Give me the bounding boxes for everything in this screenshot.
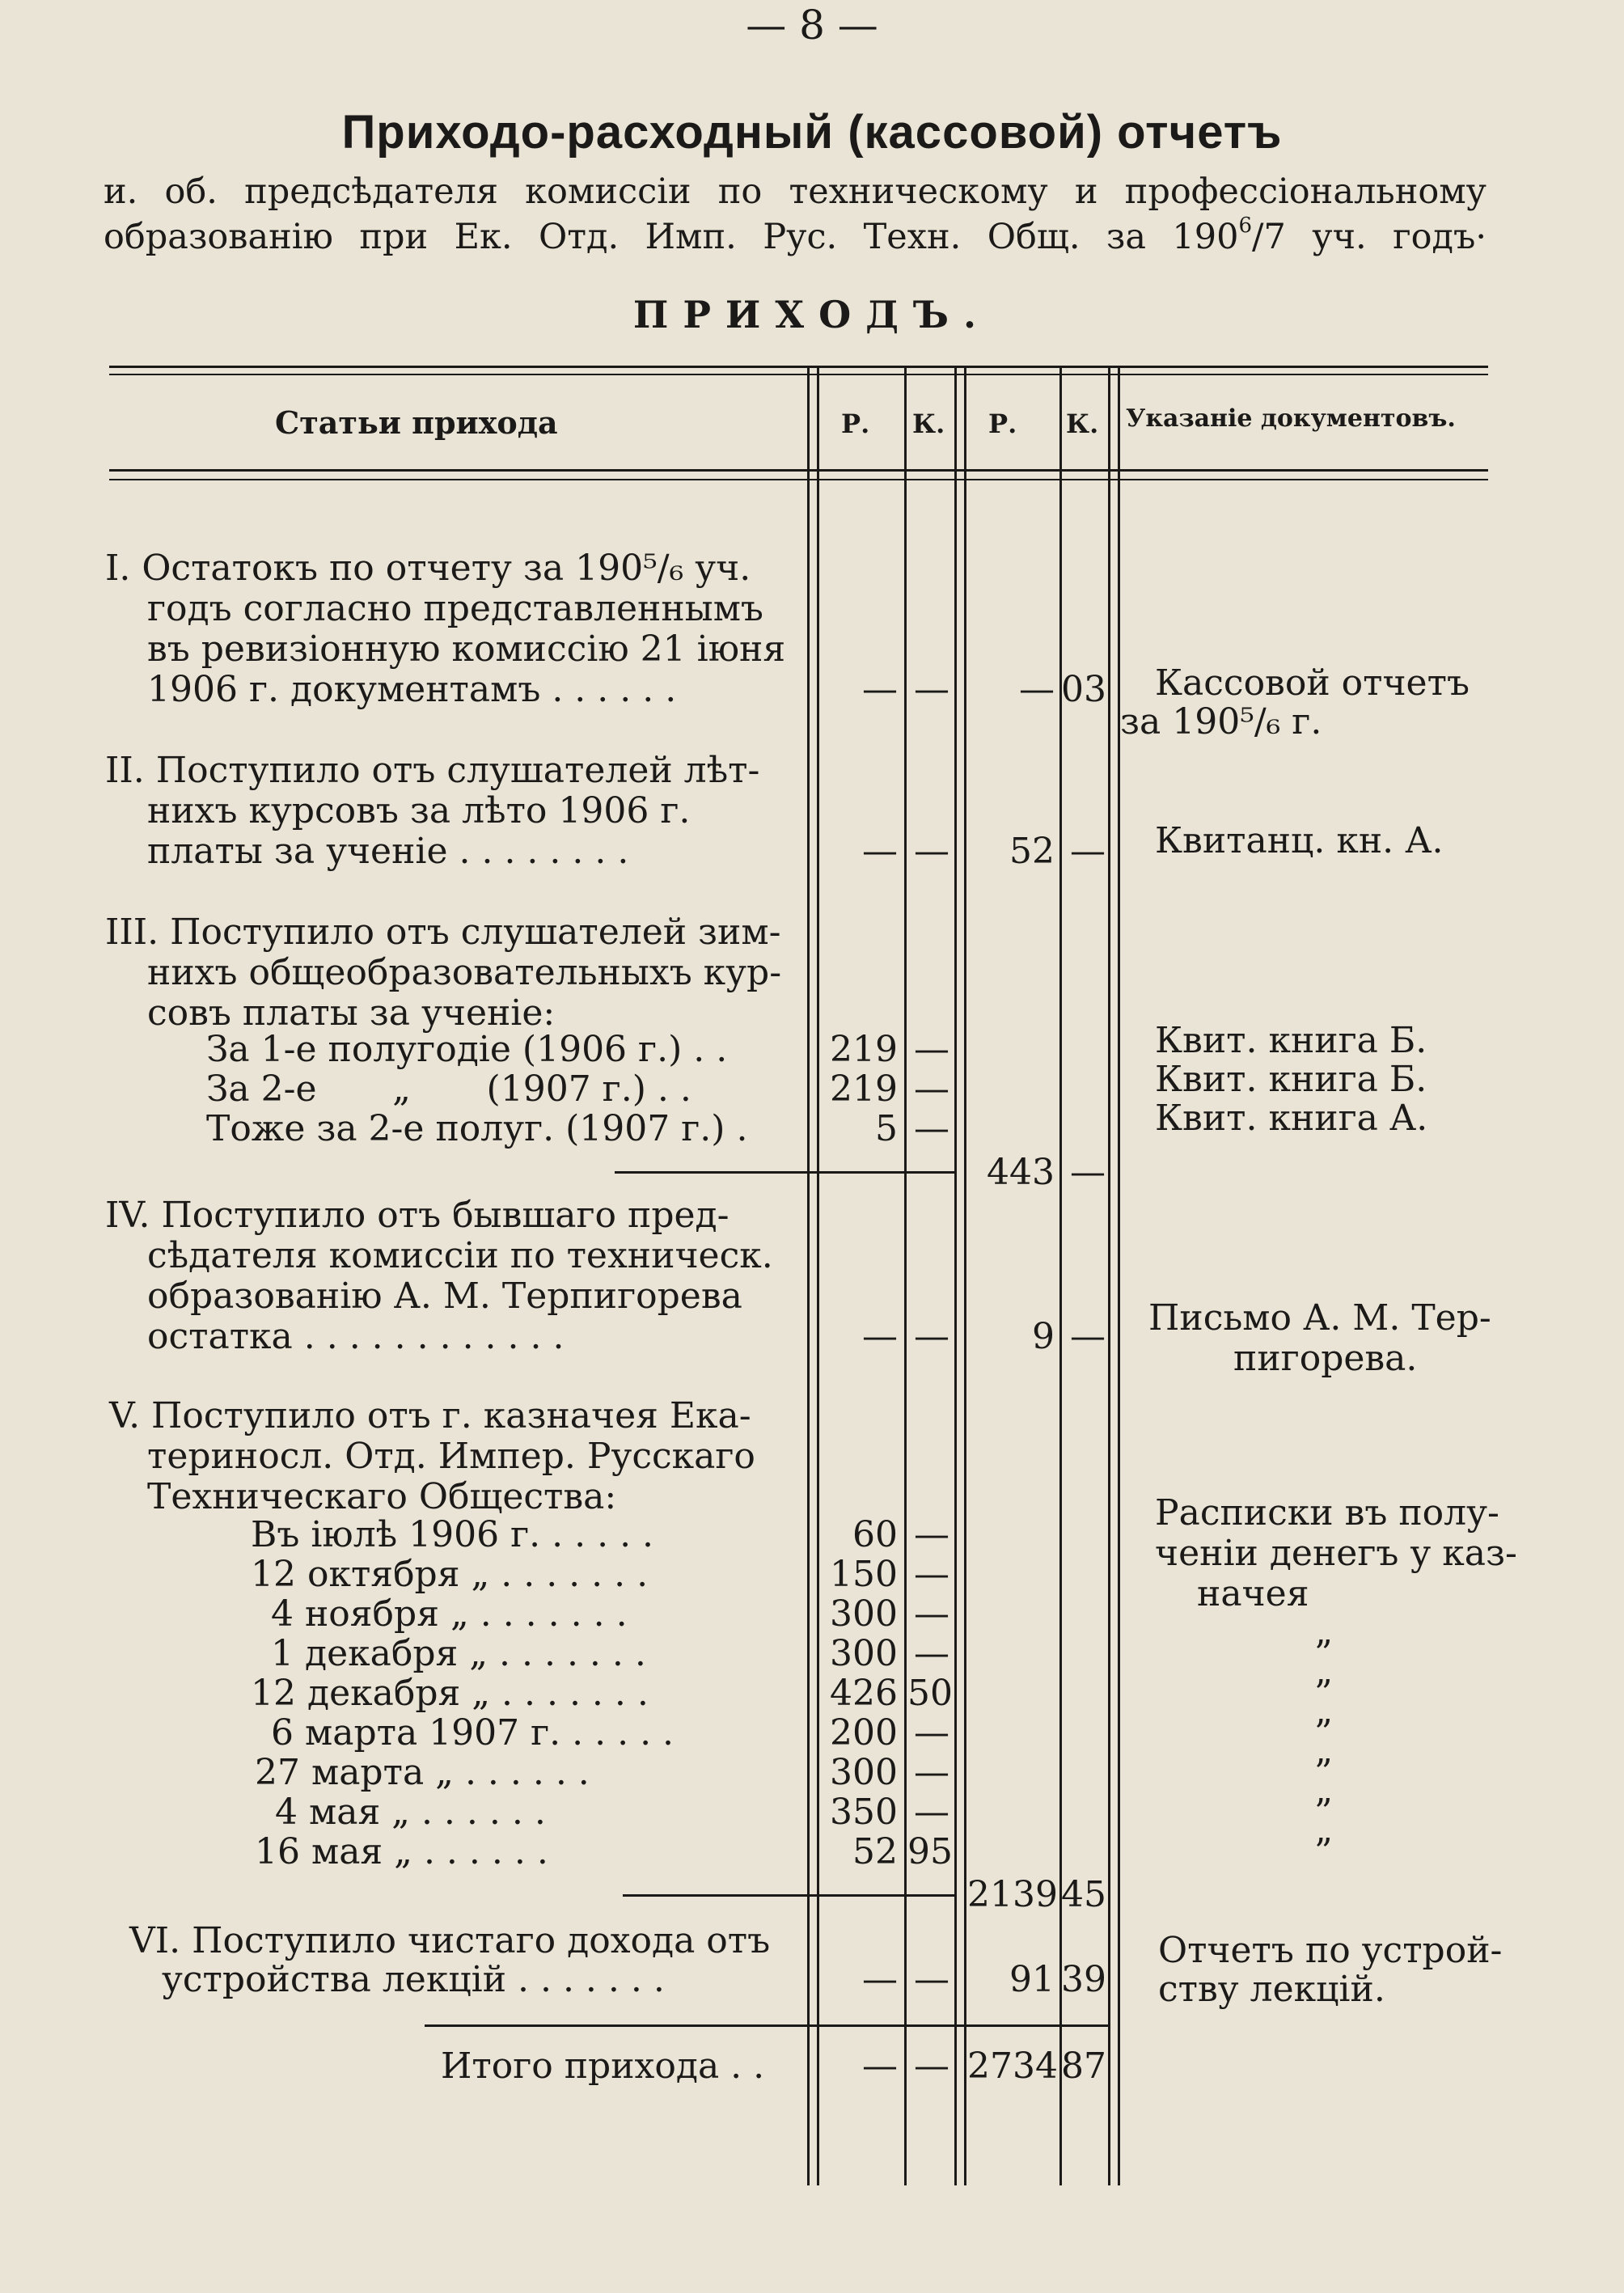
subtitle-line-2: образованію при Ек. Отд. Имп. Рус. Техн. Общ. за $190^6/7$ уч. годъ·: [104, 214, 1487, 257]
item-v-entry-rub: 300: [830, 1752, 898, 1793]
item-iii-total: 443: [987, 1152, 1055, 1193]
item-iii-v3-k: —: [914, 1108, 949, 1149]
col-rule-5b: [1118, 366, 1120, 2185]
item-v-entry-rub: 52: [852, 1831, 898, 1872]
item-v-total-k: 45: [1061, 1874, 1106, 1915]
item-iii-line-1: III. Поступило отъ слушателей зим-: [105, 912, 781, 953]
section-heading: ПРИХОДЪ.: [632, 293, 992, 336]
item-ii-k1: —: [914, 831, 949, 872]
item-iv-doc-1: Письмо А. М. Тер-: [1148, 1297, 1491, 1339]
item-v-entry-rub: 60: [852, 1514, 898, 1555]
item-iii-v1-k: —: [914, 1029, 949, 1070]
ditto-mark: ”: [1314, 1712, 1333, 1754]
item-vi-k2: 39: [1061, 1959, 1106, 2000]
item-iii-doc-1: Квит. книга Б.: [1155, 1020, 1427, 1061]
header-items: Статьи прихода: [275, 404, 558, 441]
total-rule: [425, 2024, 1108, 2027]
ditto-mark: ”: [1314, 1831, 1333, 1872]
col-rule-2: [904, 366, 907, 2185]
item-v-entry-kop: 50: [907, 1673, 953, 1714]
item-v-entry-kop: 95: [907, 1831, 953, 1872]
item-ii-line-2: нихъ курсовъ за лѣто 1906 г.: [147, 790, 691, 831]
item-iv-k1: —: [914, 1316, 949, 1357]
item-v-line-3: Техническаго Общества:: [147, 1476, 617, 1517]
header-r1: Р.: [841, 408, 870, 439]
ditto-mark: ”: [1314, 1673, 1333, 1714]
item-ii-r1: —: [862, 831, 898, 872]
ditto-mark: ”: [1314, 1633, 1333, 1674]
item-i-line-4: 1906 г. документамъ . . . . . .: [147, 669, 677, 710]
item-vi-line-2: устройства лекцій . . . . . . .: [162, 1959, 665, 2000]
item-vi-doc-1: Отчетъ по устрой-: [1158, 1930, 1503, 1971]
ditto-mark: ”: [1314, 1752, 1333, 1793]
item-i-k1: —: [914, 669, 949, 710]
item-v-entry-date: 4 ноября „ . . . . . . .: [271, 1593, 628, 1635]
item-iv-line-1: IV. Поступило отъ бывшаго пред-: [105, 1195, 730, 1236]
item-ii-line-3: платы за ученіе . . . . . . . .: [147, 831, 629, 872]
item-v-entry-kop: —: [914, 1712, 949, 1754]
item-iii-doc-2: Квит. книга Б.: [1155, 1059, 1427, 1100]
item-v-entry-date: 12 октября „ . . . . . . .: [251, 1554, 649, 1595]
item-iv-r2: 9: [1032, 1316, 1055, 1357]
col-rule-1a: [807, 366, 810, 2185]
col-rule-5a: [1108, 366, 1110, 2185]
document-title: Приходо-расходный (кассовой) отчетъ: [341, 106, 1283, 159]
header-r2: Р.: [988, 408, 1017, 439]
item-iv-doc-2: пигорева.: [1233, 1338, 1418, 1379]
item-ii-k2: —: [1070, 831, 1106, 872]
item-v-entry-kop: —: [914, 1554, 949, 1595]
item-i-line-2: годъ согласно представленнымъ: [147, 588, 763, 629]
item-v-entry-rub: 200: [830, 1712, 898, 1754]
item-iii-v2: 219: [830, 1068, 898, 1110]
total-k2: 87: [1061, 2046, 1106, 2087]
item-v-entry-kop: —: [914, 1514, 949, 1555]
item-i-line-3: въ ревизіонную комиссію 21 іюня: [147, 628, 786, 670]
item-v-entry-date: 16 мая „ . . . . . .: [255, 1831, 548, 1872]
item-v-doc-1: Расписки въ полу-: [1155, 1492, 1499, 1534]
col-rule-3b: [964, 366, 966, 2185]
item-v-sum-rule: [623, 1894, 954, 1897]
item-v-line-2: териносл. Отд. Импер. Русскаго: [147, 1436, 755, 1477]
item-iii-v1: 219: [830, 1029, 898, 1070]
item-v-entry-rub: 300: [830, 1633, 898, 1674]
item-iii-sub-1: За 1-е полугодіе (1906 г.) . .: [206, 1029, 728, 1070]
item-v-entry-rub: 150: [830, 1554, 898, 1595]
item-vi-r1: —: [862, 1959, 898, 2000]
total-r2: 2734: [967, 2046, 1058, 2087]
item-v-entry-date: 27 марта „ . . . . . .: [255, 1752, 590, 1793]
item-v-entry-kop: —: [914, 1593, 949, 1635]
item-iii-sum-rule: [615, 1171, 954, 1174]
item-v-doc-2: ченіи денегъ у каз-: [1155, 1533, 1517, 1574]
item-i-k2: 03: [1061, 669, 1106, 710]
header-rule-bottom-2: [109, 479, 1488, 480]
header-rule-top-2: [109, 374, 1488, 375]
item-ii-r2: 52: [1009, 831, 1055, 872]
item-iv-line-4: остатка . . . . . . . . . . . .: [147, 1316, 565, 1357]
item-i-r2: —: [1019, 669, 1055, 710]
item-iii-line-3: совъ платы за ученіе:: [147, 992, 556, 1034]
header-rule-bottom: [109, 469, 1488, 472]
item-v-line-1: V. Поступило отъ г. казначея Ека-: [109, 1395, 751, 1436]
item-vi-r2: 91: [1009, 1959, 1055, 2000]
item-i-doc-1: Кассовой отчетъ: [1155, 662, 1470, 704]
item-iii-v3: 5: [875, 1108, 898, 1149]
item-v-entry-date: Въ іюлѣ 1906 г. . . . . .: [251, 1514, 654, 1555]
item-iii-sub-3: Тоже за 2-е полуг. (1907 г.) .: [206, 1108, 748, 1149]
item-ii-doc: Квитанц. кн. А.: [1155, 820, 1444, 861]
subtitle-line-1: и. об. предсѣдателя комиссіи по техническому и профессіональному: [104, 171, 1487, 212]
item-v-doc-3: начея: [1197, 1573, 1309, 1614]
item-v-total: 2139: [967, 1874, 1058, 1915]
item-iv-line-3: образованію А. М. Терпигорева: [147, 1276, 742, 1317]
item-v-entry-kop: —: [914, 1792, 949, 1833]
item-vi-k1: —: [914, 1959, 949, 2000]
item-v-entry-date: 1 декабря „ . . . . . . .: [271, 1633, 646, 1674]
item-i-line-1: I. Остатокъ по отчету за 190⁵/₆ уч.: [105, 548, 751, 589]
item-v-entry-rub: 350: [830, 1792, 898, 1833]
item-iv-line-2: сѣдателя комиссіи по техническ.: [147, 1235, 773, 1276]
item-ii-line-1: II. Поступило отъ слушателей лѣт-: [105, 750, 760, 791]
header-k1: К.: [912, 408, 945, 439]
ditto-mark: ”: [1314, 1792, 1333, 1833]
item-vi-doc-2: ству лекцій.: [1158, 1969, 1385, 2010]
item-iii-v2-k: —: [914, 1068, 949, 1110]
item-v-entry-rub: 426: [830, 1673, 898, 1714]
total-label: Итого прихода . .: [441, 2046, 765, 2087]
item-iii-line-2: нихъ общеобразовательныхъ кур-: [147, 952, 782, 993]
item-v-entry-date: 12 декабря „ . . . . . . .: [251, 1673, 649, 1714]
header-k2: К.: [1066, 408, 1099, 439]
col-rule-3a: [954, 366, 957, 2185]
total-r1: —: [862, 2046, 898, 2087]
item-iii-total-k: —: [1070, 1152, 1106, 1193]
item-i-doc-2: за 190⁵/₆ г.: [1120, 701, 1322, 742]
col-rule-1b: [817, 366, 819, 2185]
item-v-entry-rub: 300: [830, 1593, 898, 1635]
item-iv-k2: —: [1070, 1316, 1106, 1357]
page-number: — 8 —: [746, 2, 878, 49]
item-v-entry-kop: —: [914, 1633, 949, 1674]
item-v-entry-date: 4 мая „ . . . . . .: [275, 1792, 546, 1833]
item-v-entry-date: 6 марта 1907 г. . . . . .: [271, 1712, 675, 1754]
header-rule-top: [109, 366, 1488, 368]
item-iii-doc-3: Квит. книга А.: [1155, 1098, 1428, 1139]
item-v-entry-kop: —: [914, 1752, 949, 1793]
item-iii-sub-2: За 2-е „ (1907 г.) . .: [206, 1068, 691, 1110]
item-vi-line-1: VI. Поступило чистаго дохода отъ: [129, 1920, 771, 1961]
header-docs: Указаніе документовъ.: [1126, 404, 1456, 433]
total-k1: —: [914, 2046, 949, 2087]
item-i-r1: —: [862, 669, 898, 710]
item-iv-r1: —: [862, 1316, 898, 1357]
